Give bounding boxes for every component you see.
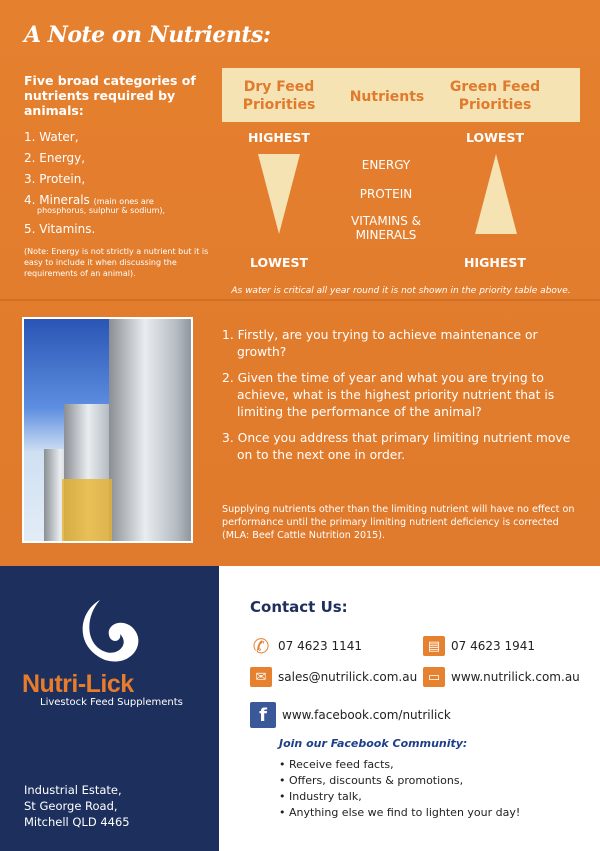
address-line: Industrial Estate, (24, 783, 122, 797)
facebook-link[interactable]: www.facebook.com/nutrilick (282, 708, 451, 722)
dry-top-label: HIGHEST (248, 130, 310, 145)
phone-item (250, 636, 362, 656)
bullet-text: Anything else we find to lighten your day! (289, 806, 521, 819)
silo (109, 319, 193, 543)
energy-note: (Note: Energy is not strictly a nutrient but it is easy to include it when discussing the requirements of an animal). (24, 247, 209, 278)
step: 2. Given the time of year and what you are trying to achieve, what is the highest priority nutrient that is limiting the performance of the animal? (222, 371, 555, 419)
up-triangle (475, 154, 517, 234)
bullet-text: Industry talk, (289, 790, 362, 803)
nutrient-protein: PROTEIN (359, 187, 413, 201)
list-item: 5. Vitamins. (24, 222, 96, 236)
fax-item (423, 636, 535, 656)
down-triangle (258, 154, 300, 234)
nutrient-energy: ENERGY (361, 158, 411, 172)
categories-heading: Five broad categories of nutrients required by animals: (24, 73, 196, 118)
facebook-icon: f (250, 702, 276, 728)
monitor-icon: ▭ (423, 667, 445, 687)
join-heading: Join our Facebook Community: (279, 737, 468, 750)
dry-feed-header: Dry Feed Priorities (242, 79, 316, 113)
green-feed-header: Green Feed Priorities (449, 79, 541, 113)
bullet-text: Offers, discounts & promotions, (289, 774, 464, 787)
nutrient-vitamins-minerals: VITAMINS & MINERALS (350, 214, 421, 242)
list-item: 2. Energy, (24, 151, 86, 165)
list-item (24, 193, 165, 215)
minerals-note-2: phosphorus, sulphur & sodium), (37, 206, 166, 215)
bullet-text: Receive feed facts, (289, 758, 394, 771)
list-item-label: 4. Minerals (24, 193, 90, 207)
steps-list (222, 327, 577, 473)
swirl-logo-icon (70, 592, 150, 667)
green-top-label: LOWEST (465, 130, 524, 145)
dry-bottom-label: LOWEST (249, 255, 308, 270)
email-item (250, 667, 417, 687)
silo-base (62, 479, 112, 543)
nutrients-header: Nutrients (349, 89, 425, 105)
fax-number: 07 4623 1941 (451, 639, 535, 653)
email-link[interactable]: sales@nutrilick.com.au (278, 670, 418, 684)
brand-name: Nutri-Lick (22, 670, 134, 698)
address-line: Mitchell QLD 4465 (24, 815, 130, 829)
water-note: As water is critical all year round it is not shown in the priority table above. (231, 286, 571, 296)
benefits-list (279, 757, 520, 821)
step: 3. Once you address that primary limiting nutrient move on to the next one in order. (222, 431, 571, 462)
list-item: • Anything else we find to lighten your day! (279, 806, 521, 819)
fax-icon: ▤ (423, 636, 445, 656)
green-bottom-label: HIGHEST (464, 255, 526, 270)
website-link[interactable]: www.nutrilick.com.au (451, 670, 580, 684)
step: 1. Firstly, are you trying to achieve maintenance or growth? (222, 328, 538, 359)
address (24, 782, 130, 830)
phone-number[interactable]: 07 4623 1141 (278, 639, 362, 653)
phone-icon: ✆ (252, 634, 270, 658)
brand-tagline: Livestock Feed Supplements (40, 697, 183, 708)
silos-photo (22, 317, 193, 543)
list-item: 3. Protein, (24, 172, 86, 186)
page-title: A Note on Nutrients: (24, 22, 271, 48)
web-item (423, 667, 580, 687)
list-item: • Industry talk, (279, 790, 362, 803)
summary: Supplying nutrients other than the limiting nutrient will have no effect on performance until the primary limiting nutrient deficiency is corrected (MLA: Beef Cattle Nutrition 2015). (222, 504, 575, 541)
fold-line (0, 299, 600, 301)
facebook-item (250, 702, 451, 728)
list-item: 1. Water, (24, 130, 79, 144)
nutrients-list (24, 130, 165, 243)
list-item: • Receive feed facts, (279, 758, 394, 771)
contact-heading: Contact Us: (250, 598, 348, 616)
minerals-note: (main ones are (93, 197, 154, 206)
list-item: • Offers, discounts & promotions, (279, 774, 464, 787)
envelope-icon: ✉ (250, 667, 272, 687)
address-line: St George Road, (24, 799, 118, 813)
